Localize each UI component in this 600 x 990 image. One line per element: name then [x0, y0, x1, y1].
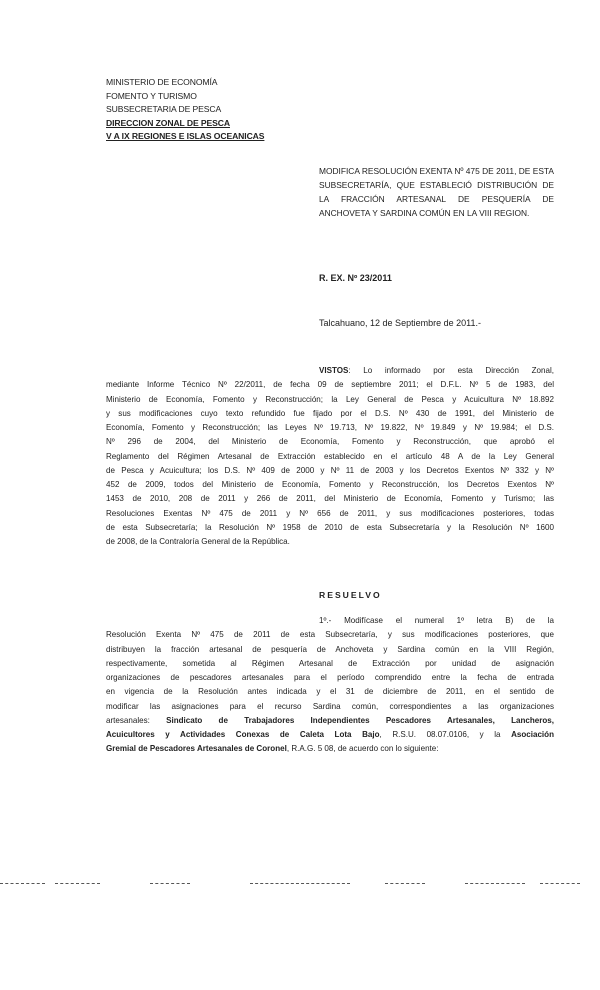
- zonal-direction-name: DIRECCION ZONAL DE PESCA: [106, 117, 230, 128]
- footer-divider: [150, 883, 190, 884]
- letterhead: [106, 76, 264, 144]
- paragraph-line: Gremial de Pescadores Artesanales de Coronel, R.A.G. 5 08, de acuerdo con lo siguiente:: [106, 744, 439, 754]
- footer-divider: [540, 883, 580, 884]
- paragraph-line: mediante Informe Técnico Nº 22/2011, de fecha 09 de septiembre 2011; el D.F.L. Nº 5 de 1983, del: [106, 380, 554, 390]
- footer-divider: [55, 883, 100, 884]
- organization-name: Sindicato de Trabajadores Independientes Pescadores Artesanales, Lancheros,: [166, 715, 554, 725]
- footer-divider: [385, 883, 425, 884]
- ministry-name-cont: FOMENTO Y TURISMO: [106, 90, 197, 101]
- paragraph-line: 1453 de 2010, 208 de 2011 y 266 de 2011, del Ministerio de Economía, Fomento y Turismo; las: [106, 494, 554, 504]
- paragraph-line: de 2008, de la Contraloría General de la República.: [106, 537, 290, 546]
- paragraph-line: Resolución Exenta Nº 475 de 2011 de esta Subsecretaría, y sus modificaciones posteriores, que: [106, 630, 554, 640]
- paragraph-line: Resoluciones Exentas Nº 475 de 2011 y Nº 656 de 2011, y sus modificaciones posteriores, todas: [106, 508, 554, 518]
- subsecretariat-name: SUBSECRETARIA DE PESCA: [106, 104, 222, 114]
- paragraph-line: VISTOS: Lo informado por esta Dirección Zonal,: [319, 366, 554, 375]
- resuelvo-heading: RESUELVO: [319, 590, 382, 600]
- paragraph-line: Acuicultores y Actividades Conexas de Caleta Lota Bajo, R.S.U. 08.07.0106, y la Asociación: [106, 730, 554, 739]
- place-and-date: Talcahuano, 12 de Septiembre de 2011.-: [319, 318, 481, 328]
- ministry-name: MINISTERIO DE ECONOMÍA: [106, 77, 218, 87]
- resuelvo-paragraph: [106, 614, 554, 757]
- paragraph-line: Economía, Fomento y Reconstrucción; las Leyes Nº 19.713, Nº 19.822, Nº 19.849 y Nº 19.984; el D.S.: [106, 423, 554, 432]
- paragraph-line: y sus modificaciones cuyo texto refundido fue fijado por el D.S. Nº 430 de 1991, del Ministerio de: [106, 408, 554, 418]
- paragraph-line: Nº 296 de 2004, del Ministerio de Economía, Fomento y Reconstrucción, que aprobó el: [106, 437, 554, 447]
- resolution-number: R. EX. Nº 23/2011: [319, 273, 392, 283]
- paragraph-line: de esta Subsecretaría; la Resolución Nº 1958 de 2010 de esta Subsecretaría y la Resolución Nº 1600: [106, 522, 554, 532]
- footer-divider: [465, 883, 525, 884]
- paragraph-line: de Pesca y Acuicultura; los D.S. Nº 409 de 2000 y Nº 11 de 2003 y los Decretos Exentos Nº 332 y Nº: [106, 465, 554, 475]
- organization-name: Asociación: [511, 730, 554, 739]
- paragraph-line: 1º.- Modifícase el numeral 1º letra B) de la: [319, 616, 554, 625]
- paragraph-line: en vigencia de la Resolución antes indicada y el 31 de diciembre de 2011, en el sentido de: [106, 687, 554, 697]
- paragraph-line: distribuyen la fracción artesanal de pesquería de Anchoveta y Sardina común en la VIII Región,: [106, 644, 554, 654]
- footer-divider: [0, 883, 45, 884]
- resolution-subject: MODIFICA RESOLUCIÓN EXENTA Nº 475 DE 2011, DE ESTA SUBSECRETARÍA, QUE ESTABLECIÓ DISTRIBUCIÓN DE LA FRACCIÓN ARTESANAL DE PESQUERÍA DE ANCHOVETA Y SARDINA COMÚN EN LA VIII REGION.: [319, 166, 554, 218]
- footer-divider: [250, 883, 350, 884]
- paragraph-line: 452 de 2009, todos del Ministerio de Economía, Fomento y Reconstrucción, los Decretos Exentos Nº: [106, 480, 554, 489]
- regions-name: V A IX REGIONES E ISLAS OCEANICAS: [106, 131, 265, 141]
- paragraph-line: artesanales: Sindicato de Trabajadores Independientes Pescadores Artesanales, Lancheros,: [106, 715, 554, 725]
- paragraph-line: Ministerio de Economía, Fomento y Reconstrucción; la Ley General de Pesca y Acuicultura Nº 18.892: [106, 394, 554, 404]
- vistos-paragraph: [106, 364, 554, 549]
- paragraph-line: respectivamente, sometida al Régimen Artesanal de Extracción por unidad de asignación: [106, 658, 554, 668]
- paragraph-line: modificar las asignaciones para el recurso Sardina común, correspondientes a las organizaciones: [106, 701, 554, 711]
- paragraph-line: Reglamento del Régimen Artesanal de Extracción establecido en el artículo 48 A de la Ley General: [106, 451, 554, 461]
- paragraph-line: organizaciones de pescadores artesanales para el período comprendido entre la fecha de entrada: [106, 673, 554, 682]
- vistos-label: VISTOS: [319, 366, 349, 375]
- organization-name: Acuicultores y Actividades Conexas de Caleta Lota Bajo: [106, 730, 380, 739]
- organization-name: Gremial de Pescadores Artesanales de Coronel: [106, 744, 287, 754]
